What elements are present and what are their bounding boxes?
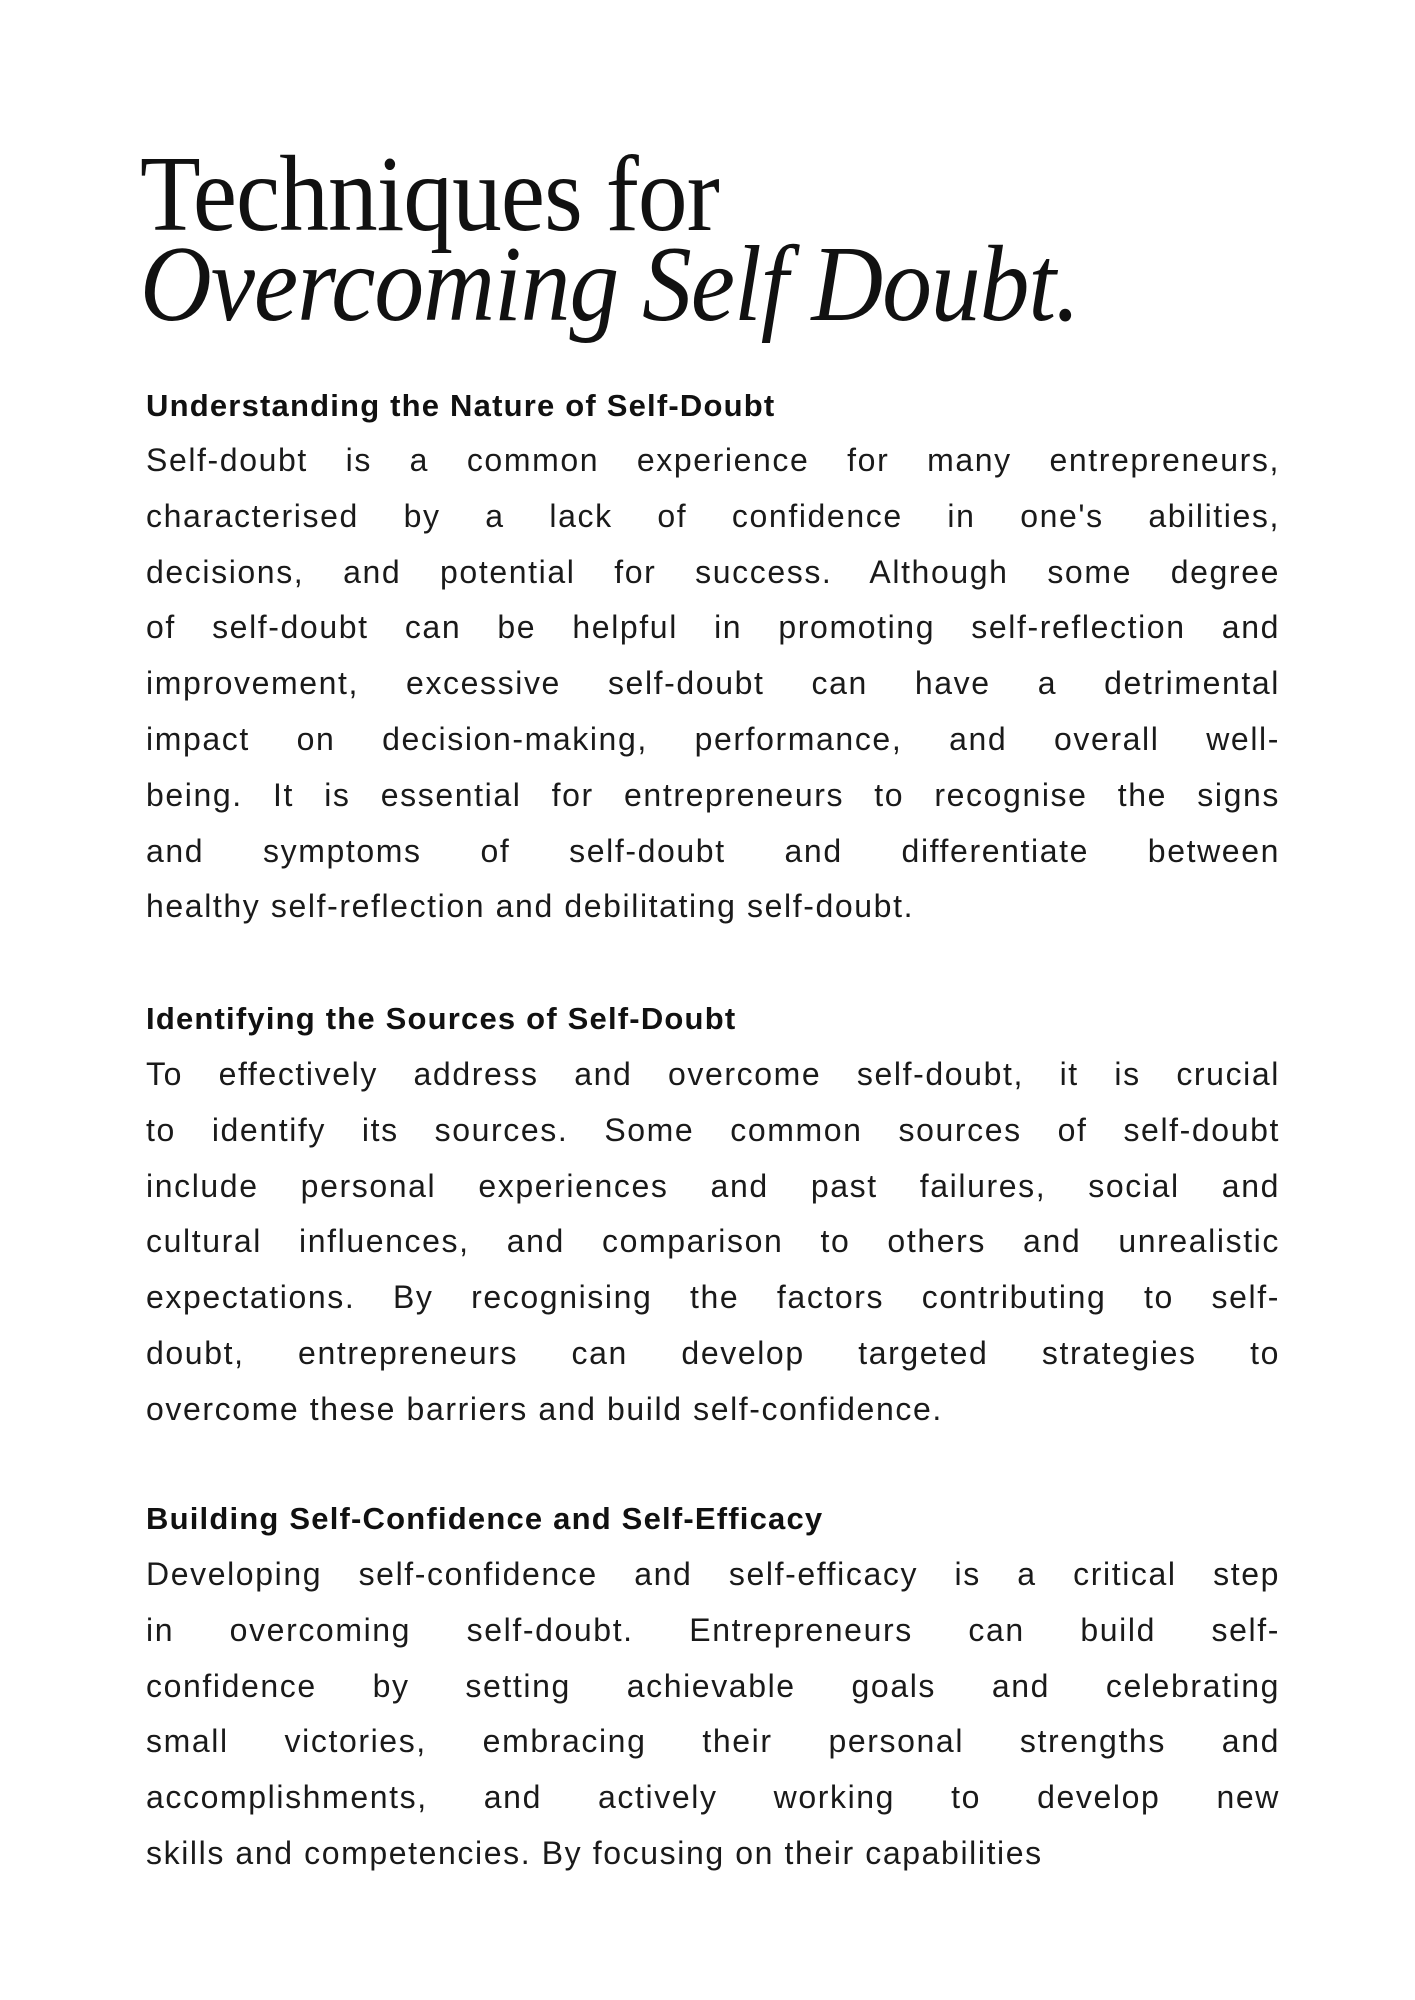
body-line: doubt, entrepreneurs can develop targeted strategies to — [146, 1334, 1280, 1371]
title-line-1: Techniques for — [140, 135, 719, 254]
section-nature-of-self-doubt — [146, 384, 1280, 925]
body-line: Developing self-confidence and self-efficacy is a critical step — [146, 1556, 1280, 1592]
body-line: being. It is essential for entrepreneurs to recognise the signs — [146, 776, 1280, 813]
body-line: decisions, and potential for success. Although some degree — [146, 553, 1280, 590]
section-body — [146, 1047, 1280, 1438]
body-line: confidence by setting achievable goals and celebrating — [146, 1667, 1280, 1704]
section-body — [146, 433, 1280, 935]
body-line: accomplishments, and actively working to develop new — [146, 1779, 1280, 1816]
body-line: expectations. By recognising the factors contributing to self- — [146, 1279, 1280, 1316]
body-line: in overcoming self-doubt. Entrepreneurs can build self- — [146, 1611, 1280, 1648]
page-title — [140, 135, 1161, 344]
section-sources-of-self-doubt — [146, 997, 1280, 1427]
body-line: to identify its sources. Some common sources of self-doubt — [146, 1111, 1280, 1148]
body-line: skills and competencies. By focusing on their capabilities — [146, 1834, 1043, 1871]
body-line: Self-doubt is a common experience for many entrepreneurs, — [146, 442, 1280, 478]
body-line: and symptoms of self-doubt and differentiate between — [146, 832, 1280, 869]
body-line: overcome these barriers and build self-confidence. — [146, 1390, 943, 1427]
body-line: characterised by a lack of confidence in one's abilities, — [146, 497, 1280, 534]
body-line: impact on decision-making, performance, and overall well- — [146, 720, 1280, 757]
body-line: include personal experiences and past failures, social and — [146, 1167, 1280, 1204]
section-body — [146, 1547, 1280, 1882]
section-heading: Identifying the Sources of Self-Doubt — [146, 1001, 737, 1036]
body-line: healthy self-reflection and debilitating self-doubt. — [146, 888, 915, 925]
body-line: of self-doubt can be helpful in promoting self-reflection and — [146, 609, 1280, 646]
body-line: small victories, embracing their personal strengths and — [146, 1723, 1280, 1760]
section-heading: Building Self-Confidence and Self-Efficacy — [146, 1501, 824, 1536]
body-line: cultural influences, and comparison to others and unrealistic — [146, 1223, 1280, 1260]
title-line-2: Overcoming Self Doubt. — [140, 225, 1080, 344]
section-heading: Understanding the Nature of Self-Doubt — [146, 388, 776, 423]
section-building-self-confidence — [146, 1497, 1280, 1871]
body-line: improvement, excessive self-doubt can have a detrimental — [146, 665, 1280, 702]
body-line: To effectively address and overcome self-doubt, it is crucial — [146, 1056, 1280, 1092]
